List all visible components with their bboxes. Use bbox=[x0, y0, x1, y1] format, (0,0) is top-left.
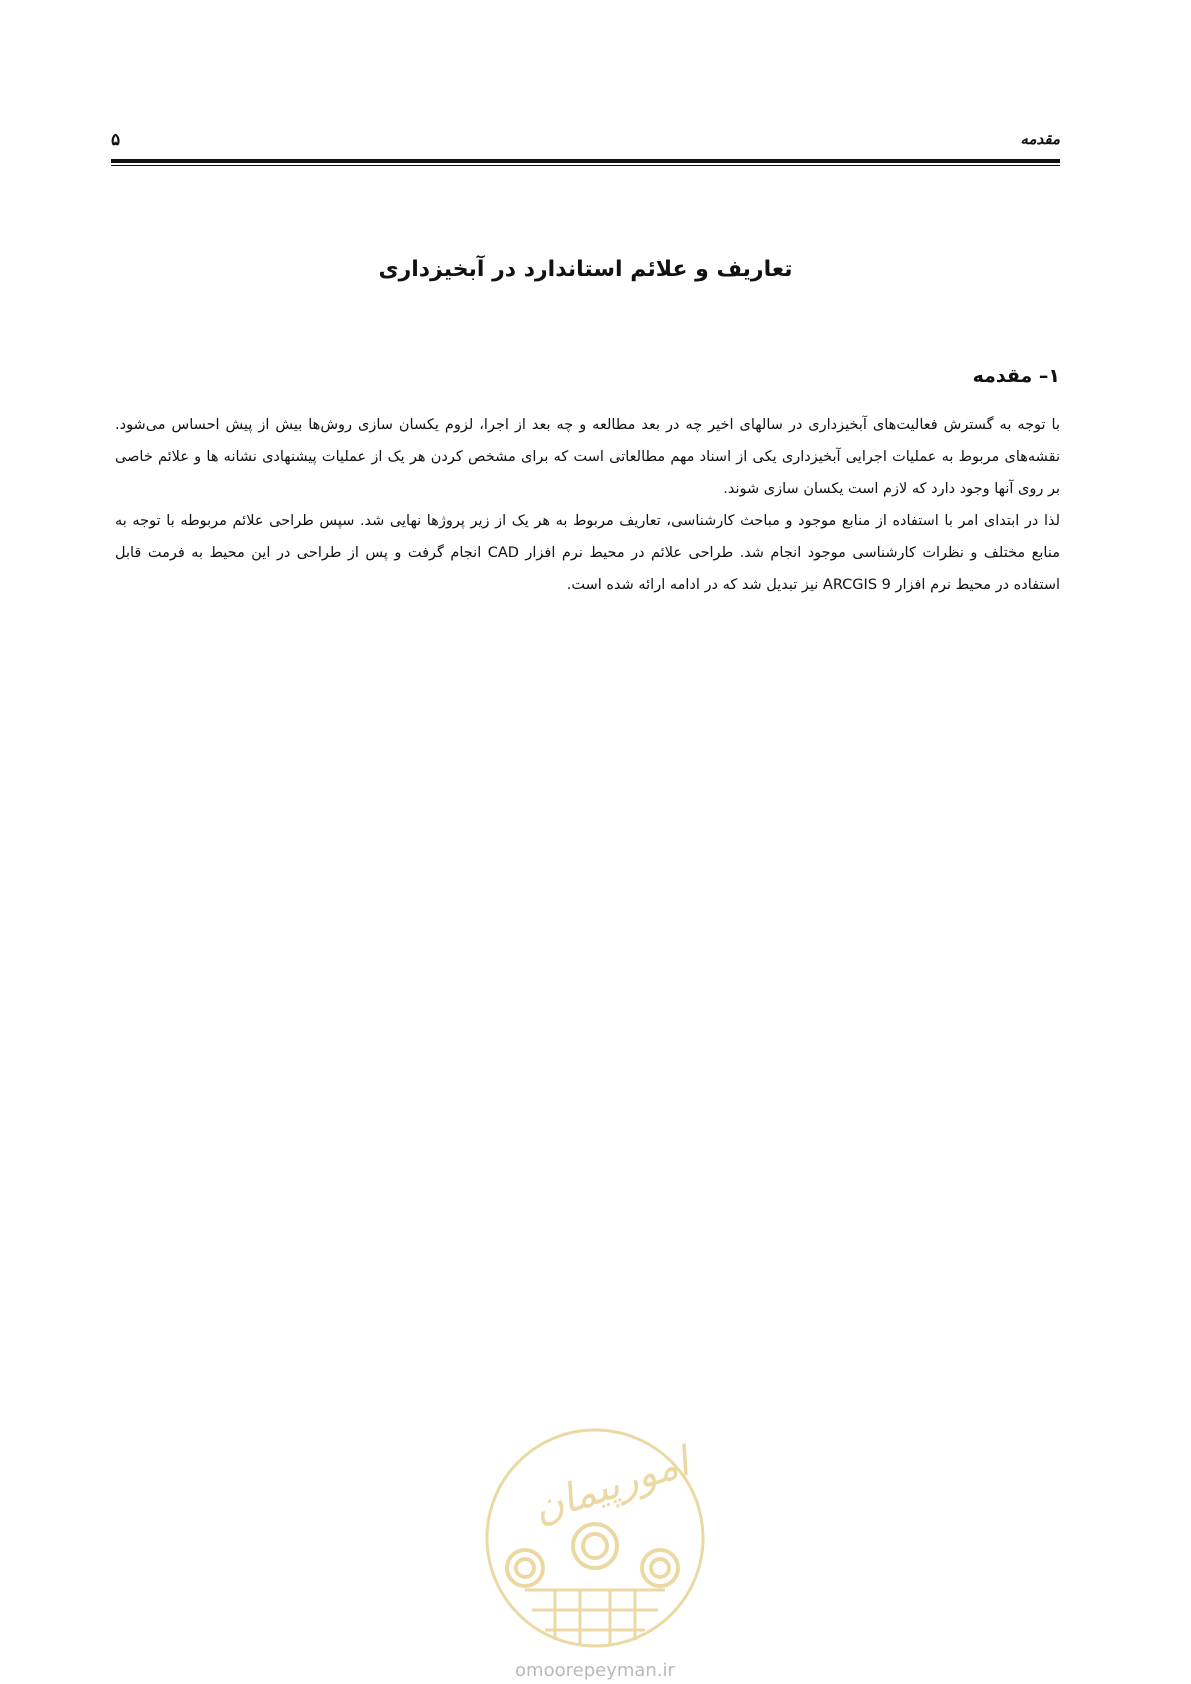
gear-icon bbox=[507, 1524, 678, 1586]
header-rule-thin bbox=[111, 165, 1060, 166]
watermark-site bbox=[470, 1660, 720, 1681]
running-header-section: مقدمه bbox=[1020, 130, 1060, 148]
grid-icon bbox=[525, 1590, 665, 1646]
body-text bbox=[115, 409, 1060, 601]
section-heading: ۱– مقدمه bbox=[972, 365, 1060, 387]
header-rule-thick bbox=[111, 159, 1060, 163]
running-header bbox=[111, 130, 1060, 156]
watermark-logo-text: امورپیمان bbox=[527, 1438, 695, 1533]
page-number: ۵ bbox=[111, 130, 121, 150]
watermark-logo bbox=[470, 1418, 720, 1658]
paragraph: لذا در ابتدای امر با استفاده از منابع موجود و مباحث کارشناسی، تعاریف مربوط به هر یک از زیر پروژها نهایی شد. سپس طراحی علائم مربوطه با توجه به منابع مختلف و نظرات کارشناسی موجود انجام شد. طراحی علائم در محیط نرم افزار CAD انجام گرفت و پس از طراحی در این محیط به فرمت قابل استفاده در محیط نرم افزار ARCGIS 9 نیز تبدیل شد که در ادامه ارائه شده است. bbox=[115, 513, 1060, 593]
watermark-site-text: omoorepeyman.ir bbox=[515, 1660, 675, 1681]
document-title: تعاریف و علائم استاندارد در آبخیزداری bbox=[378, 257, 793, 282]
paragraph: با توجه به گسترش فعالیت‌های آبخیزداری در سالهای اخیر چه در بعد مطالعه و چه بعد از اجرا، لزوم یکسان سازی روش‌ها بیش از پیش احساس می‌شود. نقشه‌های مربوط به عملیات اجرایی آبخیزداری یکی از اسناد مهم مطالعاتی است که برای مشخص کردن هر یک از عملیات پیشنهادی نشانه ها و علائم خاصی بر روی آنها وجود دارد که لازم است یکسان سازی شوند. bbox=[115, 417, 1060, 497]
